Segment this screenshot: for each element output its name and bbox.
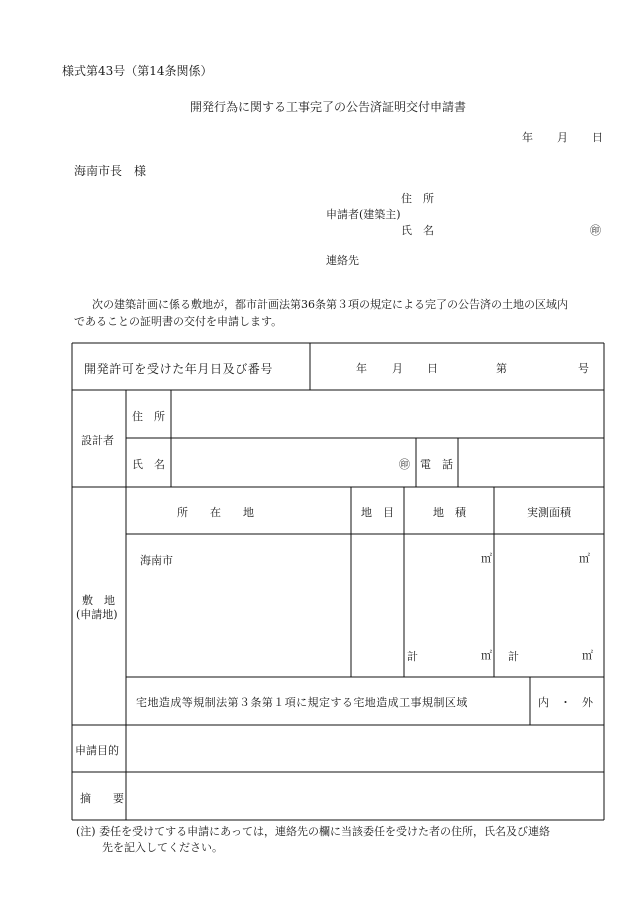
contact-label: 連絡先 [326, 254, 359, 267]
remarks-label: 摘 要 [80, 792, 124, 805]
phone-field[interactable] [459, 439, 603, 486]
purpose-field[interactable] [127, 726, 603, 771]
permit-dai-label: 第 [496, 362, 507, 375]
measured-area-unit-sqm: ㎡ [579, 552, 590, 565]
addressee: 海南市長 様 [74, 164, 147, 178]
site-label-sub: (申請地) [76, 608, 118, 621]
designer-name-label: 氏 名 [132, 458, 165, 471]
area-unit-sqm: ㎡ [481, 552, 492, 565]
form-number: 様式第43号（第14条関係） [62, 64, 213, 78]
permit-day-label: 日 [427, 362, 438, 375]
column-header-location: 所 在 地 [177, 506, 254, 519]
area-total-unit-sqm: ㎡ [481, 649, 492, 662]
permit-month-label: 月 [392, 362, 403, 375]
designer-address-label: 住 所 [132, 410, 165, 423]
note-line2: 先を記入してください。 [102, 841, 223, 854]
site-label: 敷 地 [82, 594, 115, 607]
permit-date-number-label: 開発許可を受けた年月日及び番号 [84, 362, 274, 376]
column-header-area: 地 積 [433, 506, 466, 519]
date-year-label: 年 [522, 131, 533, 144]
phone-label: 電 話 [420, 458, 453, 471]
remarks-field[interactable] [127, 773, 603, 819]
permit-year-label: 年 [356, 362, 367, 375]
applicant-address-label: 住 所 [401, 192, 434, 205]
designer-label: 設計者 [81, 434, 114, 447]
designer-address-field[interactable] [172, 391, 604, 437]
note-line1: (注) 委任を受けてする申請にあっては，連絡先の欄に当該委任を受けた者の住所，氏名及び連絡 [76, 825, 550, 838]
column-header-measured-area: 実測面積 [527, 506, 571, 519]
page-title: 開発行為に関する工事完了の公告済証明交付申請書 [190, 100, 467, 114]
area-total-label: 計 [407, 650, 418, 663]
measured-total-unit-sqm: ㎡ [582, 649, 593, 662]
date-month-label: 月 [557, 131, 568, 144]
inside-outside-choice[interactable]: 内 ・ 外 [538, 696, 593, 709]
measured-total-label: 計 [508, 650, 519, 663]
designer-seal-mark: ㊞ [399, 458, 410, 471]
body-text-line2: であることの証明書の交付を申請します。 [74, 315, 283, 328]
body-text-line1: 次の建築計画に係る敷地が，都市計画法第36条第３項の規定による完了の公告済の土地の区域内 [92, 298, 568, 311]
date-day-label: 日 [592, 131, 603, 144]
purpose-label: 申請目的 [75, 744, 119, 757]
location-value: 海南市 [140, 554, 173, 567]
column-header-land-category: 地 目 [361, 506, 394, 519]
applicant-name-label: 氏 名 [401, 224, 434, 237]
designer-name-field[interactable] [172, 439, 415, 486]
applicant-seal-mark: ㊞ [590, 224, 601, 237]
regulation-area-text: 宅地造成等規制法第３条第１項に規定する宅地造成工事規制区域 [136, 696, 468, 709]
applicant-label: 申請者(建築主) [326, 208, 401, 221]
permit-go-label: 号 [578, 362, 589, 375]
